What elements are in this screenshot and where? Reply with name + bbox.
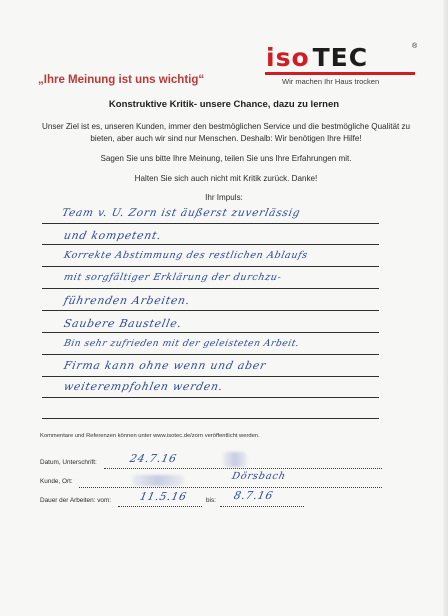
handwritten-line: mit sorgfältiger Erklärung der durchzu- [62, 272, 283, 283]
handwritten-line: Saubere Baustelle. [62, 317, 184, 330]
comment-rule [42, 266, 379, 267]
datum-label: Datum, Unterschrift: [40, 459, 97, 466]
handwritten-line: und kompetent. [62, 229, 163, 242]
comment-rule [42, 376, 379, 377]
signature-redaction [223, 452, 247, 467]
registered-mark: ® [412, 43, 418, 50]
dauer-from-value: 11.5.16 [138, 490, 189, 503]
isotec-logo [262, 45, 422, 87]
comment-rule [42, 223, 379, 224]
dauer-to-line[interactable] [220, 506, 304, 507]
handwritten-line: Bin sehr zufrieden mit der geleisteten Arbeit. [62, 338, 301, 349]
handwritten-line: Firma kann ohne wenn und aber [62, 359, 268, 372]
handwritten-line: führenden Arbeiten. [62, 294, 192, 307]
logo-red-stripe [265, 72, 415, 75]
kunde-label: Kunde, Ort: [40, 478, 73, 485]
logo-wordmark [266, 45, 368, 71]
handwritten-line: Korrekte Abstimmung des restlichen Ablaufs [62, 250, 309, 261]
bis-label: bis: [206, 497, 216, 504]
scan-edge-shadow [443, 0, 448, 616]
handwritten-line: Team v. U. Zorn ist äußerst zuverlässig [60, 207, 302, 219]
ort-value: Dörsbach [230, 471, 287, 482]
comment-rule [42, 418, 379, 419]
logo-tec-text: TEC [312, 43, 369, 72]
consent-note-text: Kommentare und Referenzen können unter [40, 433, 154, 439]
comment-rule [42, 244, 379, 245]
consent-note-text-end: veröffentlicht werden. [203, 433, 260, 439]
comment-rule [42, 332, 379, 333]
dauer-from-line[interactable] [118, 506, 202, 507]
impuls-label: Ihr Impuls: [205, 193, 243, 202]
consent-note-link[interactable]: www.isotec.de/zorn [153, 433, 204, 439]
datum-value: 24.7.16 [128, 452, 179, 465]
logo-tagline: Wir machen Ihr Haus trocken [282, 77, 380, 86]
datum-field-line[interactable] [104, 468, 382, 469]
logo-iso-text: iso [266, 43, 310, 72]
kunde-field-line[interactable] [79, 487, 382, 488]
handwritten-line: weiterempfohlen werden. [62, 380, 225, 393]
form-headline: „Ihre Meinung ist uns wichtig“ [38, 74, 205, 86]
comment-rule [42, 310, 379, 311]
comment-rule [42, 354, 379, 355]
dauer-to-value: 8.7.16 [232, 489, 275, 502]
dauer-label: Dauer der Arbeiten: vom: [40, 497, 112, 504]
comment-rule [42, 397, 379, 398]
customer-name-redaction [132, 475, 184, 486]
comment-rule [42, 288, 379, 289]
critique-paragraph: Halten Sie sich auch nicht mit Kritik zurück. Danke! [134, 174, 318, 183]
consent-note [40, 433, 260, 439]
intro-paragraph: Unser Ziel ist es, unseren Kunden, immer den bestmöglichen Service und die bestmögliche Qualität zu bieten, aber auch wir sind nur Menschen. Deshalb: Wir benötigen Ihre Hilfe! [41, 122, 410, 143]
request-paragraph: Sagen Sie uns bitte Ihre Meinung, teilen Sie uns Ihre Erfahrungen mit. [100, 154, 352, 163]
form-subtitle: Konstruktive Kritik- unsere Chance, dazu zu lernen [108, 99, 340, 110]
